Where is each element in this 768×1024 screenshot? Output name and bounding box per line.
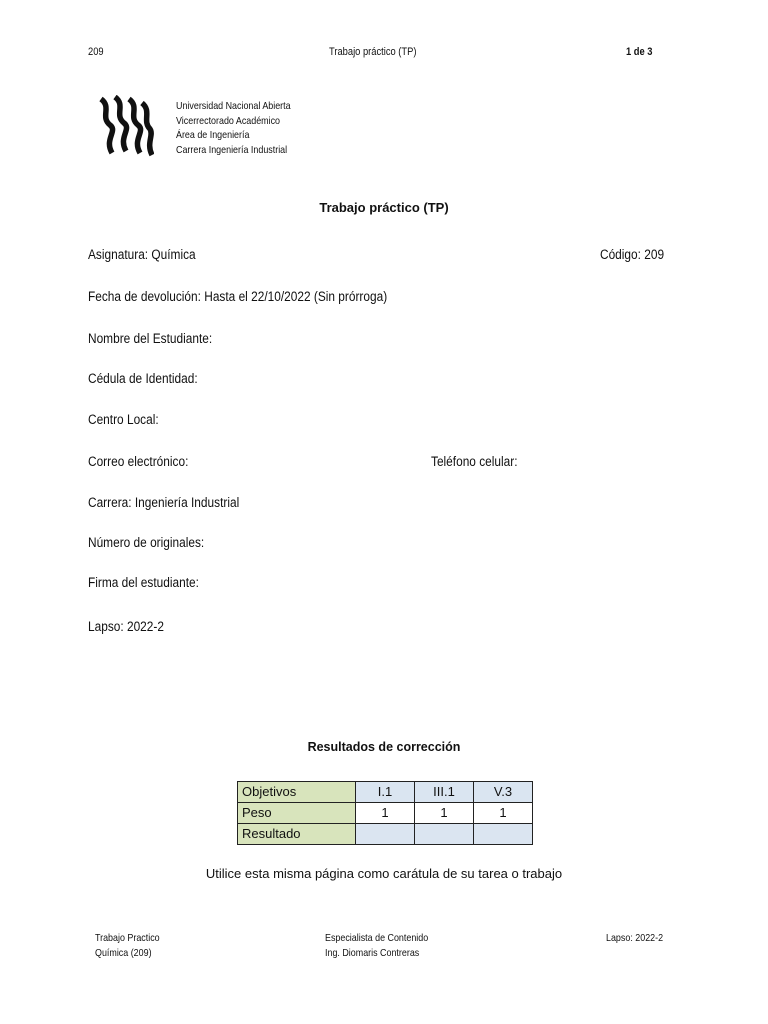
footer-center <box>325 931 428 961</box>
weight-cell: 1 <box>356 803 415 824</box>
institution-area: Área de Ingeniería <box>176 129 250 141</box>
footer-left <box>95 931 160 961</box>
field-lapso: Lapso: 2022-2 <box>88 619 164 634</box>
table-row <box>238 824 533 845</box>
header-course-code: 209 <box>88 46 104 58</box>
field-nombre-estudiante: Nombre del Estudiante: <box>88 331 213 346</box>
footer-asignatura: Química (209) <box>95 947 152 959</box>
institution-university: Universidad Nacional Abierta <box>176 100 291 112</box>
row-label-objetivos: Objetivos <box>238 782 356 803</box>
field-correo: Correo electrónico: <box>88 454 189 469</box>
results-title: Resultados de corrección <box>307 740 461 754</box>
objective-cell: III.1 <box>415 782 474 803</box>
field-firma: Firma del estudiante: <box>88 575 199 590</box>
footer-lapso: Lapso: 2022-2 <box>606 932 664 944</box>
field-fecha-devolucion: Fecha de devolución: Hasta el 22/10/2022 (Sin prórroga) <box>88 289 388 304</box>
institution-block <box>176 99 291 157</box>
field-codigo: Código: 209 <box>600 247 665 262</box>
una-logo-icon <box>98 95 154 157</box>
table-row <box>238 782 533 803</box>
cover-note: Utilice esta misma página como carátula de su tarea o trabajo <box>205 866 563 881</box>
field-numero-originales: Número de originales: <box>88 535 205 550</box>
results-table <box>237 781 533 845</box>
objective-cell: I.1 <box>356 782 415 803</box>
field-cedula: Cédula de Identidad: <box>88 371 198 386</box>
header-title: Trabajo práctico (TP) <box>329 46 417 58</box>
table-row <box>238 803 533 824</box>
result-cell <box>415 824 474 845</box>
footer-trabajo-practico: Trabajo Practico <box>95 932 160 944</box>
result-cell <box>356 824 415 845</box>
result-cell <box>474 824 533 845</box>
field-carrera: Carrera: Ingeniería Industrial <box>88 495 240 510</box>
row-label-peso: Peso <box>238 803 356 824</box>
weight-cell: 1 <box>474 803 533 824</box>
field-centro-local: Centro Local: <box>88 412 159 427</box>
footer-especialista: Especialista de Contenido <box>325 932 429 944</box>
document-title: Trabajo práctico (TP) <box>319 200 449 215</box>
objective-cell: V.3 <box>474 782 533 803</box>
row-label-resultado: Resultado <box>238 824 356 845</box>
weight-cell: 1 <box>415 803 474 824</box>
institution-carrera: Carrera Ingeniería Industrial <box>176 143 288 156</box>
field-telefono: Teléfono celular: <box>431 454 518 469</box>
field-asignatura: Asignatura: Química <box>88 247 196 262</box>
footer-ingeniera: Ing. Diomaris Contreras <box>325 947 420 959</box>
header-page-number: 1 de 3 <box>626 46 653 58</box>
institution-vicerrectorado: Vicerrectorado Académico <box>176 114 281 127</box>
